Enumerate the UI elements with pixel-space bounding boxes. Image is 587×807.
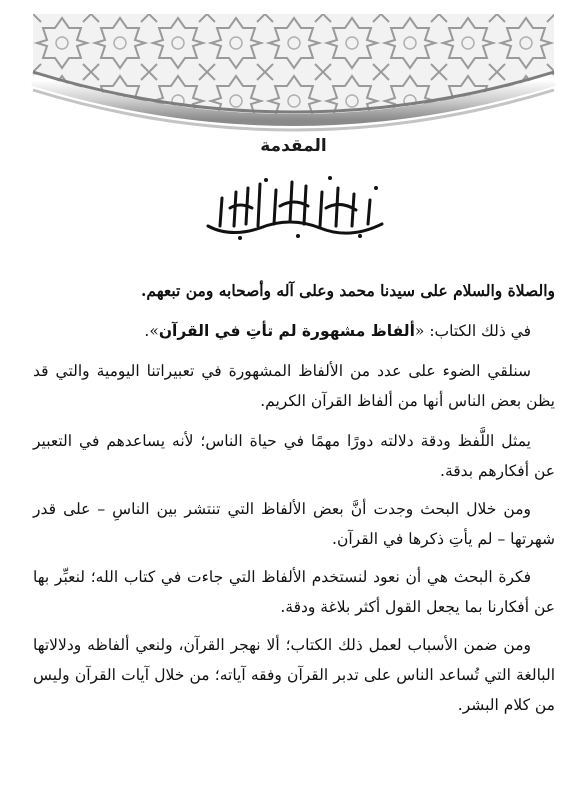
- decorative-banner: [33, 14, 554, 156]
- book-intro-prefix: في ذلك الكتاب: «: [414, 322, 531, 340]
- paragraph-6: فكرة البحث هي أن نعود لنستخدم الألفاظ التي جاءت في كتاب الله؛ لنعبِّر بها عن أفكارنا بما يجعل القول أكثر بلاغة ودقة.: [33, 568, 555, 616]
- paragraph-3: سنلقي الضوء على عدد من الألفاظ المشهورة في تعبيراتنا اليومية والتي قد يظن بعض الناس أنها من ألفاظ القرآن الكريم.: [33, 362, 555, 410]
- book-intro-suffix: ».: [144, 322, 159, 340]
- paragraph-5: ومن خلال البحث وجدت أنَّ بعض الألفاظ التي تنتشر بين الناسِ – على قدر شهرتها – لم يأتِ ذكرها في القرآن.: [33, 500, 555, 548]
- paragraph-2: [33, 316, 555, 346]
- paragraph-4: يمثل اللَّفظ ودقة دلالته دورًا مهمًا في حياة الناس؛ لأنه يساعدهم في التعبير عن أفكارهم بدقة.: [33, 432, 555, 480]
- basmala-calligraphy: [200, 168, 390, 248]
- book-title: ألفاظ مشهورة لم تأتِ في القرآن: [158, 322, 415, 340]
- page-title: المقدمة: [260, 136, 327, 156]
- intro-text: [33, 276, 555, 720]
- paragraph-7: ومن ضمن الأسباب لعمل ذلك الكتاب؛ ألا نهجر القرآن، ولنعي ألفاظه ودلالاتها البالغة التي تُساعد الناس على تدبر القرآن وفقه آياته؛ من خلال آيات القرآن وليس من كلام البشر.: [33, 636, 555, 714]
- geometric-pattern: [33, 14, 554, 143]
- paragraph-1: والصلاة والسلام على سيدنا محمد وعلى آله وأصحابه ومن تبعهم.: [141, 281, 555, 300]
